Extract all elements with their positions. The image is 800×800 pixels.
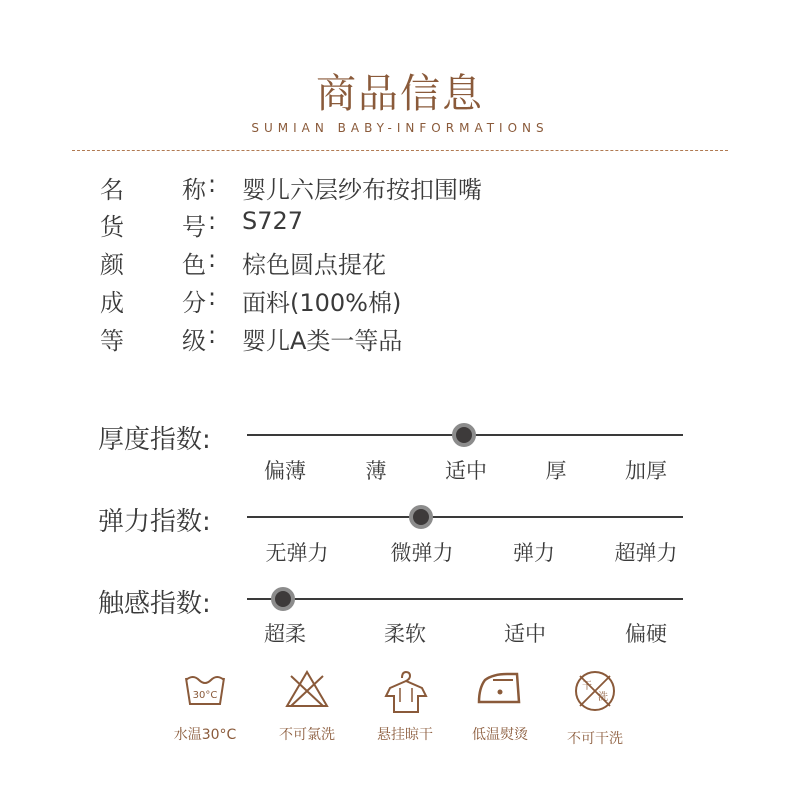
wash-30-icon [180,668,230,710]
label-char-1: 颜 [100,251,124,279]
touch-option: 适中 [504,622,546,646]
low-iron-icon [473,668,527,710]
care-wash-30 [150,668,260,758]
hang-dry-icon [380,668,430,716]
elasticity-option: 微弹力 [390,541,454,565]
thickness-scale-knob [452,423,476,447]
label-char-1: 货 [100,213,124,241]
info-value: 婴儿六层纱布按扣围嘴 [242,176,482,204]
thickness-option: 薄 [365,459,387,483]
elasticity-scale-knob [409,505,433,529]
label-char-2: 色 [182,251,206,279]
label-char-2: 分 [182,289,206,317]
label-char-1: 等 [100,327,124,355]
info-value: S727 [242,207,304,235]
page-title: 商品信息 [316,71,484,117]
elasticity-scale-line [247,516,683,518]
thickness-scale-label: 厚度指数: [98,425,211,455]
care-low-iron [445,668,555,758]
elasticity-option: 无弹力 [265,541,329,565]
touch-scale-label: 触感指数: [98,589,211,619]
label-colon: : [208,283,217,311]
touch-scale-line [247,598,683,600]
dry-clean-char-2: 洗 [598,692,608,703]
touch-scale-knob [271,587,295,611]
label-colon: : [208,245,217,273]
thickness-option: 适中 [445,459,487,483]
label-colon: : [208,321,217,349]
care-label: 低温熨烫 [472,727,528,743]
info-value: 婴儿A类一等品 [242,327,403,355]
label-char-2: 号 [182,213,206,241]
thickness-option: 偏薄 [264,459,306,483]
elasticity-option: 超弹力 [614,541,678,565]
touch-option: 超柔 [264,622,306,646]
elasticity-scale-label: 弹力指数: [98,507,211,537]
label-colon: : [208,207,217,235]
care-label: 不可氯洗 [279,727,335,743]
label-char-1: 名 [100,176,124,204]
info-value: 面料(100%棉) [242,289,402,317]
care-label: 不可干洗 [567,731,623,747]
care-no-dry-clean [540,668,650,758]
no-bleach-icon [283,668,331,710]
page-subtitle: SUMIAN BABY-INFORMATIONS [251,121,549,135]
label-char-2: 级 [182,327,206,355]
care-label: 水温30°C [173,727,237,743]
label-char-2: 称 [182,176,206,204]
no-dry-clean-icon [572,668,618,714]
label-colon: : [208,170,217,198]
thickness-option: 厚 [545,459,567,483]
touch-option: 柔软 [384,622,426,646]
label-char-1: 成 [100,289,124,317]
wash-temp-text: 30°C [192,690,218,701]
elasticity-option: 弹力 [513,541,555,565]
care-label: 悬挂晾干 [377,727,433,743]
dashed-divider [72,150,728,151]
care-no-bleach [252,668,362,758]
dry-clean-char-1: 干 [582,681,592,692]
care-hang-dry [350,668,460,758]
info-value: 棕色圆点提花 [242,251,386,279]
thickness-option: 加厚 [625,459,667,483]
touch-option: 偏硬 [625,622,667,646]
